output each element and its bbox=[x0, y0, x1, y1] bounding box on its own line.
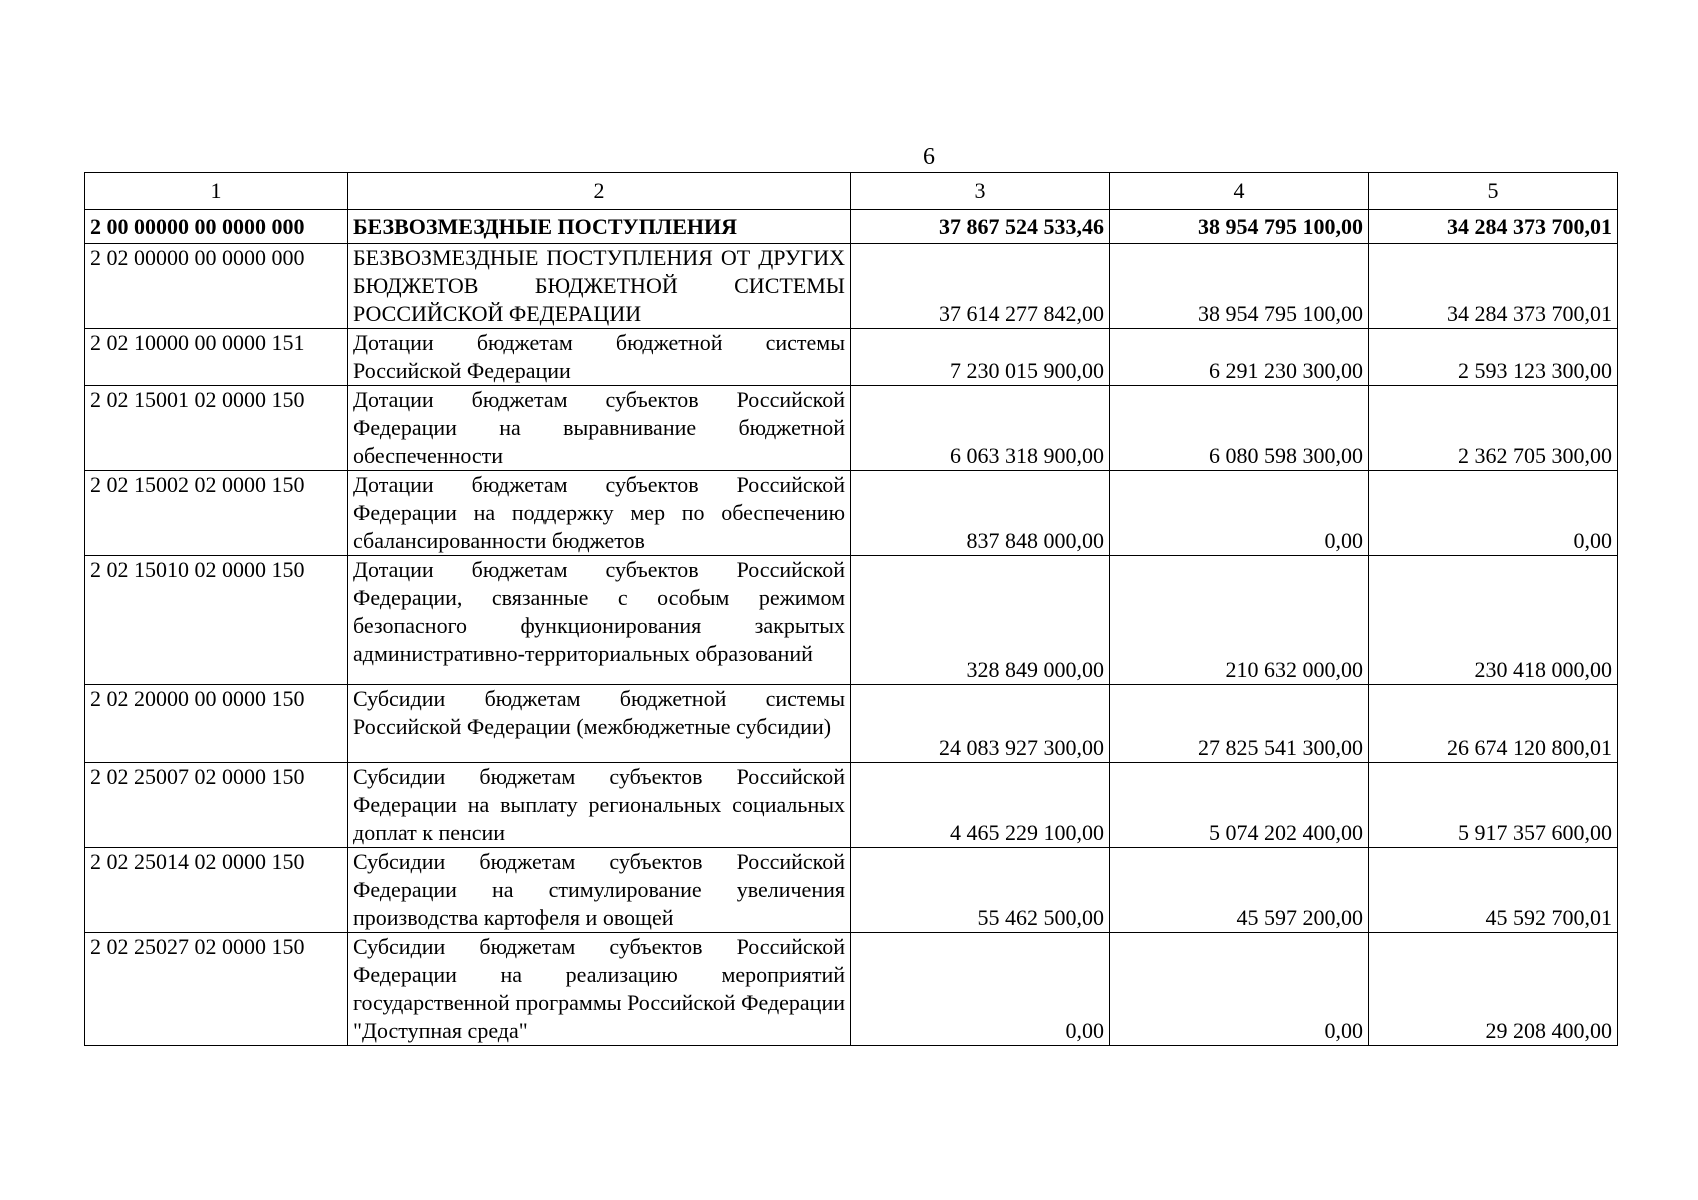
amount-col4-cell: 38 954 795 100,00 bbox=[1110, 244, 1369, 329]
column-header-3: 3 bbox=[851, 173, 1110, 210]
revenue-name-cell: Дотации бюджетам субъектов Российской Федерации, связанные с особым режимом безопасного функционирования закрытых административно-территориальных образований bbox=[348, 556, 851, 685]
budget-code-cell: 2 02 15001 02 0000 150 bbox=[85, 386, 348, 471]
page-number: 6 bbox=[923, 144, 935, 170]
amount-col5-cell: 26 674 120 800,01 bbox=[1369, 685, 1618, 763]
column-header-2: 2 bbox=[348, 173, 851, 210]
amount-col3-cell: 0,00 bbox=[851, 933, 1110, 1046]
table-row bbox=[85, 210, 1618, 244]
amount-col5-cell: 2 362 705 300,00 bbox=[1369, 386, 1618, 471]
amount-col3-cell: 37 614 277 842,00 bbox=[851, 244, 1110, 329]
amount-col5-cell: 29 208 400,00 bbox=[1369, 933, 1618, 1046]
amount-col5-cell: 230 418 000,00 bbox=[1369, 556, 1618, 685]
amount-col3-cell: 37 867 524 533,46 bbox=[851, 210, 1110, 244]
revenue-name-cell: Субсидии бюджетам бюджетной системы Российской Федерации (межбюджетные субсидии) bbox=[348, 685, 851, 763]
amount-col3-cell: 328 849 000,00 bbox=[851, 556, 1110, 685]
budget-code-cell: 2 02 20000 00 0000 150 bbox=[85, 685, 348, 763]
budget-code-cell: 2 00 00000 00 0000 000 bbox=[85, 210, 348, 244]
column-header-5: 5 bbox=[1369, 173, 1618, 210]
budget-code-cell: 2 02 25007 02 0000 150 bbox=[85, 763, 348, 848]
revenue-name-cell: Дотации бюджетам субъектов Российской Федерации на выравнивание бюджетной обеспеченности bbox=[348, 386, 851, 471]
revenue-name-cell: Дотации бюджетам субъектов Российской Федерации на поддержку мер по обеспечению сбалансированности бюджетов bbox=[348, 471, 851, 556]
amount-col5-cell: 0,00 bbox=[1369, 471, 1618, 556]
amount-col5-cell: 5 917 357 600,00 bbox=[1369, 763, 1618, 848]
amount-col4-cell: 27 825 541 300,00 bbox=[1110, 685, 1369, 763]
budget-code-cell: 2 02 10000 00 0000 151 bbox=[85, 329, 348, 386]
amount-col5-cell: 34 284 373 700,01 bbox=[1369, 244, 1618, 329]
revenue-name-cell: Субсидии бюджетам субъектов Российской Федерации на реализацию мероприятий государственной программы Российской Федерации "Доступная среда" bbox=[348, 933, 851, 1046]
table-body bbox=[85, 210, 1618, 1046]
amount-col3-cell: 7 230 015 900,00 bbox=[851, 329, 1110, 386]
budget-code-cell: 2 02 00000 00 0000 000 bbox=[85, 244, 348, 329]
column-header-1: 1 bbox=[85, 173, 348, 210]
table-row bbox=[85, 244, 1618, 329]
revenue-name-cell: Субсидии бюджетам субъектов Российской Федерации на выплату региональных социальных доплат к пенсии bbox=[348, 763, 851, 848]
table-row bbox=[85, 933, 1618, 1046]
budget-code-cell: 2 02 25027 02 0000 150 bbox=[85, 933, 348, 1046]
amount-col3-cell: 4 465 229 100,00 bbox=[851, 763, 1110, 848]
budget-code-cell: 2 02 25014 02 0000 150 bbox=[85, 848, 348, 933]
amount-col4-cell: 0,00 bbox=[1110, 933, 1369, 1046]
table-row bbox=[85, 329, 1618, 386]
amount-col4-cell: 45 597 200,00 bbox=[1110, 848, 1369, 933]
amount-col4-cell: 210 632 000,00 bbox=[1110, 556, 1369, 685]
revenue-name-cell: БЕЗВОЗМЕЗДНЫЕ ПОСТУПЛЕНИЯ bbox=[348, 210, 851, 244]
revenue-name-cell: БЕЗВОЗМЕЗДНЫЕ ПОСТУПЛЕНИЯ ОТ ДРУГИХ БЮДЖЕТОВ БЮДЖЕТНОЙ СИСТЕМЫ РОССИЙСКОЙ ФЕДЕРАЦИИ bbox=[348, 244, 851, 329]
revenue-name-cell: Дотации бюджетам бюджетной системы Российской Федерации bbox=[348, 329, 851, 386]
amount-col4-cell: 38 954 795 100,00 bbox=[1110, 210, 1369, 244]
amount-col4-cell: 0,00 bbox=[1110, 471, 1369, 556]
table-row bbox=[85, 685, 1618, 763]
amount-col5-cell: 2 593 123 300,00 bbox=[1369, 329, 1618, 386]
table-row bbox=[85, 763, 1618, 848]
amount-col4-cell: 6 080 598 300,00 bbox=[1110, 386, 1369, 471]
column-number-header-row bbox=[85, 173, 1618, 210]
budget-code-cell: 2 02 15010 02 0000 150 bbox=[85, 556, 348, 685]
budget-code-cell: 2 02 15002 02 0000 150 bbox=[85, 471, 348, 556]
table-row bbox=[85, 386, 1618, 471]
amount-col3-cell: 6 063 318 900,00 bbox=[851, 386, 1110, 471]
revenue-name-cell: Субсидии бюджетам субъектов Российской Федерации на стимулирование увеличения производства картофеля и овощей bbox=[348, 848, 851, 933]
amount-col4-cell: 6 291 230 300,00 bbox=[1110, 329, 1369, 386]
amount-col3-cell: 24 083 927 300,00 bbox=[851, 685, 1110, 763]
amount-col3-cell: 55 462 500,00 bbox=[851, 848, 1110, 933]
column-header-4: 4 bbox=[1110, 173, 1369, 210]
amount-col5-cell: 45 592 700,01 bbox=[1369, 848, 1618, 933]
amount-col4-cell: 5 074 202 400,00 bbox=[1110, 763, 1369, 848]
table-row bbox=[85, 848, 1618, 933]
table-row bbox=[85, 556, 1618, 685]
budget-revenue-table bbox=[84, 172, 1618, 1046]
table-row bbox=[85, 471, 1618, 556]
amount-col3-cell: 837 848 000,00 bbox=[851, 471, 1110, 556]
amount-col5-cell: 34 284 373 700,01 bbox=[1369, 210, 1618, 244]
